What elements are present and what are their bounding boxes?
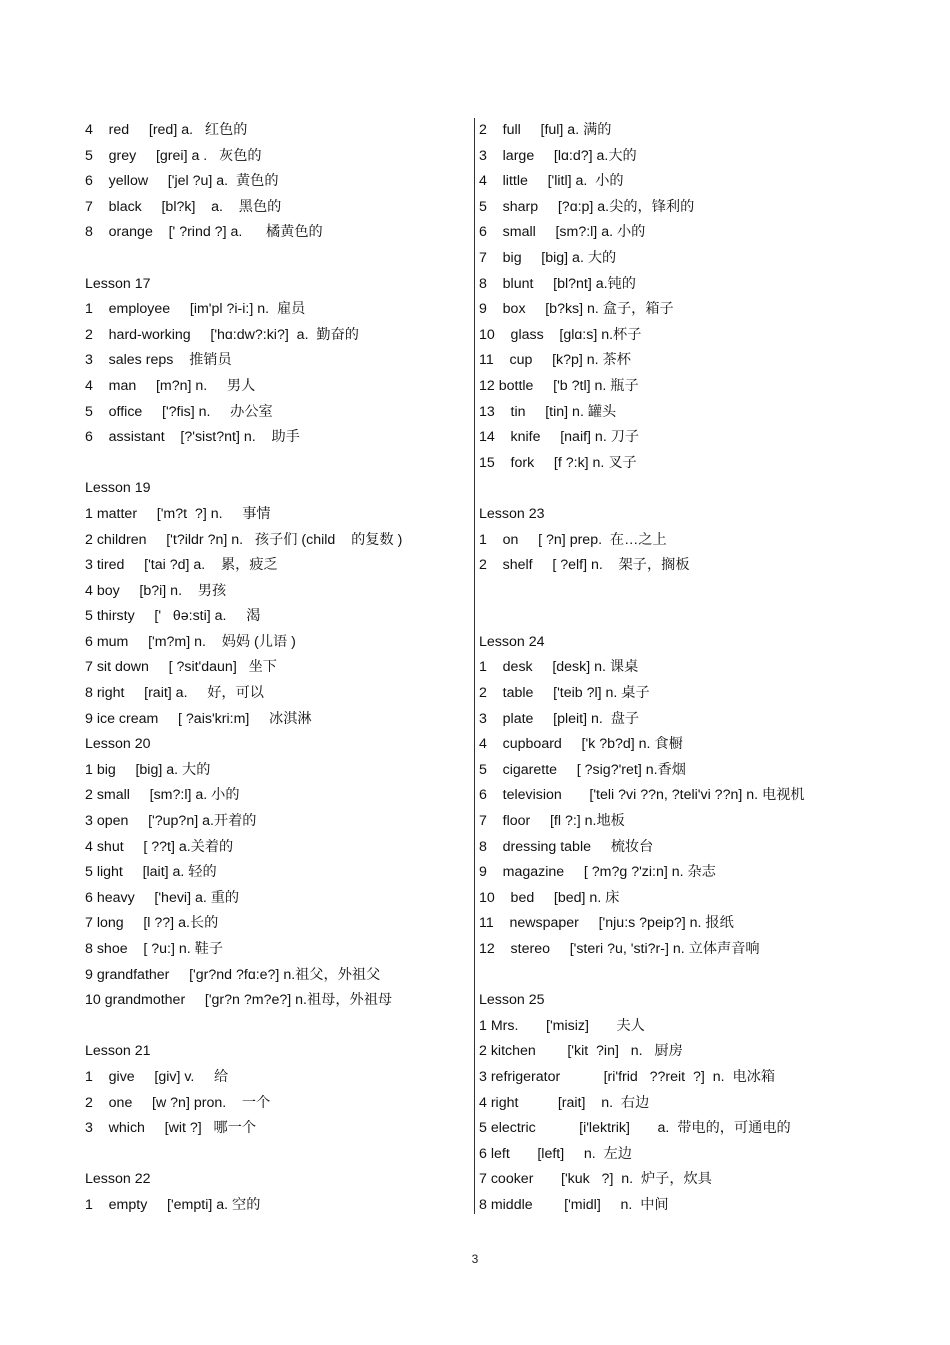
vocab-entry: 6 assistant [?'sist?nt] n. 助手 bbox=[85, 429, 300, 446]
lesson-heading: Lesson 21 bbox=[85, 1043, 151, 1060]
vocab-entry: 2 shelf [ ?elf] n. 架子，搁板 bbox=[479, 557, 690, 574]
vocab-entry: 1 matter ['m?t ?] n. 事情 bbox=[85, 505, 271, 522]
spacer bbox=[479, 963, 879, 989]
vocab-entry: 1 empty ['empti] a. 空的 bbox=[85, 1196, 261, 1213]
vocab-entry: 10 bed [bed] n. 床 bbox=[479, 889, 620, 906]
vocab-entry: 7 floor [fl ?:] n.地板 bbox=[479, 813, 625, 830]
vocab-entry: 6 heavy ['hevi] a. 重的 bbox=[85, 889, 240, 906]
vocab-entry: 3 tired ['tai ?d] a. 累，疲乏 bbox=[85, 557, 278, 574]
vocab-entry: 1 Mrs. ['misiz] 夫人 bbox=[479, 1017, 645, 1034]
vocab-entry: 5 sharp [?ɑ:p] a.尖的，锋利的 bbox=[479, 198, 695, 215]
spacer bbox=[479, 604, 879, 630]
vocab-entry: 8 shoe [ ?u:] n. 鞋子 bbox=[85, 941, 224, 957]
vocab-entry: 13 tin [tin] n. 罐头 bbox=[479, 403, 617, 420]
vocab-entry: 6 mum ['m?m] n. 妈妈 (儿语 ) bbox=[85, 633, 296, 650]
vocab-entry: 6 television ['teli ?vi ??n, ?teli'vi ??n] n. 电视机 bbox=[479, 787, 805, 804]
vocab-entry: 7 long [l ??] a.长的 bbox=[85, 915, 219, 932]
vocab-entry: 3 refrigerator [ri'frid ??reit ?] n. 电冰箱 bbox=[479, 1068, 776, 1085]
vocab-entry: 1 big [big] a. 大的 bbox=[85, 761, 211, 778]
vocab-entry: 9 ice cream [ ?ais'kri:m] 冰淇淋 bbox=[85, 710, 312, 727]
left-column bbox=[85, 118, 465, 1219]
vocab-entry: 10 glass [glɑ:s] n.杯子 bbox=[479, 326, 642, 343]
lesson-heading: Lesson 23 bbox=[479, 505, 545, 522]
lesson-heading: Lesson 25 bbox=[479, 992, 545, 1009]
vocab-entry: 6 left [left] n. 左边 bbox=[479, 1145, 632, 1162]
column-divider bbox=[474, 118, 475, 1214]
vocab-entry: 8 middle ['midl] n. 中间 bbox=[479, 1196, 669, 1213]
vocab-entry: 7 big [big] a. 大的 bbox=[479, 249, 617, 266]
vocab-entry: 3 sales reps 推销员 bbox=[85, 352, 232, 369]
vocab-entry: 9 box [b?ks] n. 盒子，箱子 bbox=[479, 301, 674, 318]
vocab-entry: 3 which [wit ?] 哪一个 bbox=[85, 1120, 257, 1137]
vocab-entry: 6 yellow ['jel ?u] a. 黄色的 bbox=[85, 173, 279, 190]
vocab-entry: 2 children ['t?ildr ?n] n. 孩子们 (child 的复数 ) bbox=[85, 531, 403, 548]
vocab-entry: 2 small [sm?:l] a. 小的 bbox=[85, 787, 240, 804]
spacer bbox=[85, 1142, 465, 1168]
lesson-heading: Lesson 19 bbox=[85, 480, 151, 497]
vocab-entry: 11 newspaper ['nju:s ?peip?] n. 报纸 bbox=[479, 915, 734, 932]
vocab-entry: 8 dressing table 梳妆台 bbox=[479, 838, 654, 855]
vocab-entry: 5 thirsty [' θə:sti] a. 渴 bbox=[85, 608, 261, 625]
vocab-entry: 8 right [rait] a. 好，可以 bbox=[85, 685, 264, 702]
vocab-entry: 1 employee [im'pl ?i-i:] n. 雇员 bbox=[85, 301, 306, 318]
vocab-entry: 9 magazine [ ?m?g ?'zi:n] n. 杂志 bbox=[479, 864, 716, 881]
vocab-entry: 1 give [giv] v. 给 bbox=[85, 1068, 229, 1085]
vocab-entry: 5 electric [i'lektrik] a. 带电的，可通电的 bbox=[479, 1120, 791, 1137]
vocab-entry: 12 bottle ['b ?tl] n. 瓶子 bbox=[479, 377, 639, 394]
vocab-entry: 2 kitchen ['kit ?in] n. 厨房 bbox=[479, 1043, 683, 1060]
vocab-entry: 11 cup [k?p] n. 茶杯 bbox=[479, 352, 631, 369]
vocab-entry: 2 one [w ?n] pron. 一个 bbox=[85, 1094, 271, 1111]
vocab-entry: 5 cigarette [ ?sig?'ret] n.香烟 bbox=[479, 761, 686, 778]
vocab-entry: 15 fork [f ?:k] n. 叉子 bbox=[479, 454, 637, 471]
vocab-entry: 9 grandfather ['gr?nd ?fɑ:e?] n.祖父，外祖父 bbox=[85, 966, 381, 983]
lesson-heading: Lesson 22 bbox=[85, 1171, 151, 1188]
vocab-entry: 2 table ['teib ?l] n. 桌子 bbox=[479, 685, 650, 702]
vocab-entry: 7 cooker ['kuk ?] n. 炉子，炊具 bbox=[479, 1171, 712, 1188]
lesson-heading: Lesson 24 bbox=[479, 633, 545, 650]
vocab-entry: 3 open ['?up?n] a.开着的 bbox=[85, 813, 257, 830]
vocab-entry: 10 grandmother ['gr?n ?m?e?] n.祖母，外祖母 bbox=[85, 992, 393, 1009]
vocab-entry: 4 right [rait] n. 右边 bbox=[479, 1094, 650, 1111]
vocab-entry: 4 red [red] a. 红色的 bbox=[85, 122, 248, 138]
vocab-entry: 4 little ['litl] a. 小的 bbox=[479, 173, 624, 190]
vocab-entry: 5 grey [grei] a . 灰色的 bbox=[85, 147, 262, 164]
vocab-entry: 7 sit down [ ?sit'daun] 坐下 bbox=[85, 659, 277, 676]
right-column bbox=[479, 118, 879, 1219]
vocab-entry: 3 plate [pleit] n. 盘子 bbox=[479, 710, 640, 727]
spacer bbox=[479, 476, 879, 502]
vocab-entry: 5 light [lait] a. 轻的 bbox=[85, 864, 217, 881]
vocab-entry: 1 on [ ?n] prep. 在…之上 bbox=[479, 531, 667, 548]
spacer bbox=[85, 1014, 465, 1040]
vocab-entry: 2 full [ful] a. 满的 bbox=[479, 122, 612, 138]
vocab-entry: 4 cupboard ['k ?b?d] n. 食橱 bbox=[479, 736, 683, 753]
vocab-entry: 4 boy [b?i] n. 男孩 bbox=[85, 582, 227, 599]
vocab-entry: 14 knife [naif] n. 刀子 bbox=[479, 429, 640, 446]
vocab-entry: 4 man [m?n] n. 男人 bbox=[85, 377, 256, 394]
vocab-entry: 4 shut [ ??t] a.关着的 bbox=[85, 838, 234, 855]
lesson-heading: Lesson 20 bbox=[85, 736, 151, 753]
vocab-entry: 5 office ['?fis] n. 办公室 bbox=[85, 403, 273, 420]
vocab-entry: 1 desk [desk] n. 课桌 bbox=[479, 659, 639, 676]
vocab-entry: 8 blunt [bl?nt] a.钝的 bbox=[479, 275, 636, 292]
vocab-entry: 12 stereo ['steri ?u, 'sti?r-] n. 立体声音响 bbox=[479, 941, 760, 957]
lesson-heading: Lesson 17 bbox=[85, 275, 151, 292]
spacer bbox=[479, 579, 879, 605]
vocab-entry: 6 small [sm?:l] a. 小的 bbox=[479, 224, 646, 241]
spacer bbox=[85, 451, 465, 477]
spacer bbox=[85, 246, 465, 272]
page-number: 3 bbox=[471, 1252, 479, 1266]
vocab-entry: 3 large [lɑ:d?] a.大的 bbox=[479, 147, 637, 164]
vocab-entry: 2 hard-working ['hɑ:dw?:ki?] a. 勤奋的 bbox=[85, 326, 359, 343]
vocab-entry: 7 black [bl?k] a. 黑色的 bbox=[85, 198, 282, 215]
vocab-entry: 8 orange [' ?rind ?] a. 橘黄色的 bbox=[85, 224, 323, 241]
